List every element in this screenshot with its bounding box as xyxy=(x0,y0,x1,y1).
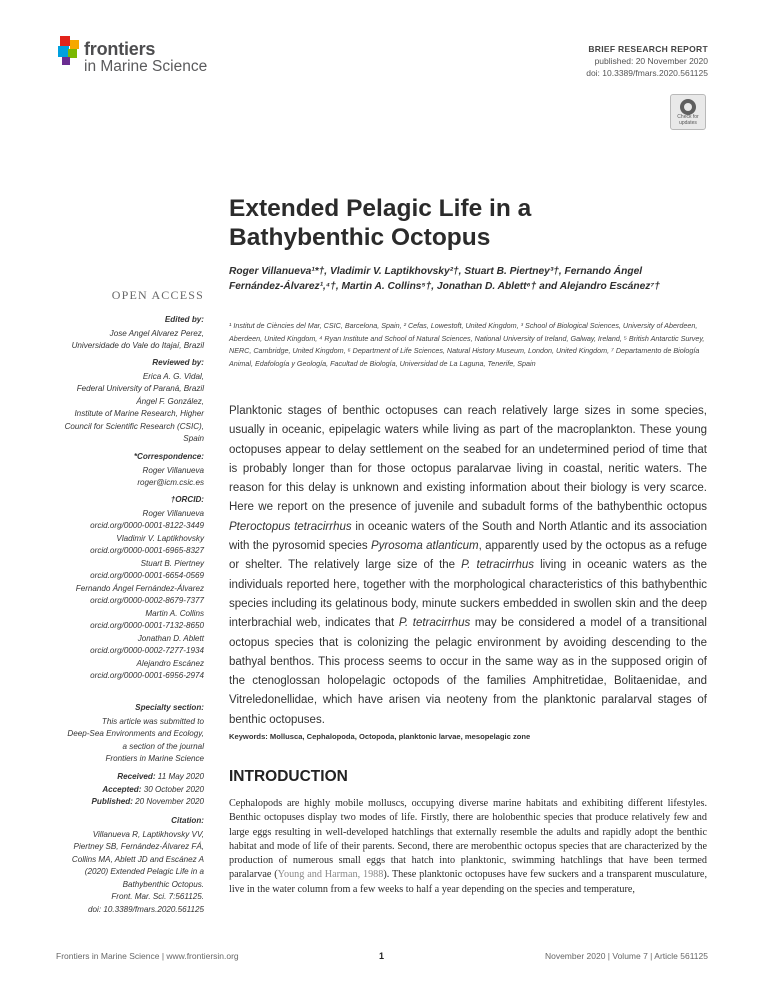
specialty-line: Frontiers in Marine Science xyxy=(105,754,204,763)
received-label: Received: xyxy=(117,772,156,781)
citation-line: Collins MA, Ablett JD and Escánez A xyxy=(71,854,204,864)
orcid-author: Roger Villanueva xyxy=(142,508,204,518)
keywords: Keywords: Mollusca, Cephalopoda, Octopoda, planktonic larvae, mesopelagic zone xyxy=(229,732,531,741)
accepted-label: Accepted: xyxy=(102,784,142,794)
abstract-text: living in oceanic waters as the individuals reported here, together with the morphological characteristics of this bathybenthic species including its gelatinous body, minute suckers embedded in swollen skin and the deep interbrachial web, indicates that xyxy=(229,559,708,630)
reviewer-line: Institute of Marine Research, Higher xyxy=(74,409,204,418)
orcid-author: Stuart B. Piertney xyxy=(140,558,204,568)
specialty-line: Deep-Sea Environments and Ecology, xyxy=(67,729,204,738)
article-title: Extended Pelagic Life in a Bathybenthic Octopus xyxy=(229,195,532,251)
update-check-icon xyxy=(680,99,696,115)
accepted-date xyxy=(34,784,204,797)
abstract-text: , apparently used by the octopus as a refuge or shelter. The relatively large size of the xyxy=(229,540,707,572)
published-label: Published: xyxy=(91,797,133,806)
section-heading-introduction: INTRODUCTION xyxy=(229,768,348,785)
reviewer-line: Federal University of Paraná, Brazil xyxy=(76,384,204,393)
citation-line: Villanueva R, Laptikhovsky VV, xyxy=(92,829,204,839)
editor-line: Universidade do Vale do Itajaí, Brazil xyxy=(71,341,204,350)
correspondence-heading: *Correspondence: xyxy=(133,452,204,461)
orcid-author: Vladimir V. Laptikhovsky xyxy=(116,533,204,543)
edited-by-block xyxy=(34,314,204,353)
correspondence-block xyxy=(34,451,204,490)
abstract xyxy=(229,402,707,730)
footer-journal-link[interactable]: Frontiers in Marine Science | www.frontiersin.org xyxy=(56,951,239,961)
editor-line: Jose Angel Alvarez Perez, xyxy=(109,328,204,338)
citation-line: Front. Mar. Sci. 7:561125. xyxy=(111,892,204,901)
reviewed-by-heading: Reviewed by: xyxy=(152,358,204,367)
species-name: Pteroctopus tetracirrhus xyxy=(229,520,352,533)
journal-brand-bottom: in Marine Science xyxy=(84,58,208,75)
footer-issue-info: November 2020 | Volume 7 | Article 561125 xyxy=(544,951,708,961)
reviewer-line: Spain xyxy=(183,434,204,443)
published-value: 20 November 2020 xyxy=(135,797,204,806)
abstract-text: in oceanic waters of the South and North Atlantic and its association with the pyrosomid species xyxy=(229,520,707,553)
species-name: P. tetracirrhus xyxy=(461,559,535,572)
affiliations: ¹ Institut de Ciències del Mar, CSIC, Barcelona, Spain, ² Cefas, Lowestoft, United Kingdom, ³ School of Biological Sciences, University of Aberdeen, Aberdeen, United Kingdom, ⁴ Ryan Institute and School of Natural Sciences, National University of Ireland, Galway, Ireland, ⁵ British Antarctic Survey, NERC, Cambridge, United Kingdom, ⁶ Department of Life Sciences, Natural History Museum, London, United Kingdom, ⁷ Departamento de Biología Animal, Edafología y Geología, Facultad de Biología, Universidad de La Laguna, Tenerife, Spain xyxy=(229,321,705,368)
orcid-link[interactable]: orcid.org/0000-0001-6956-2974 xyxy=(90,671,204,680)
open-access-label: OPEN ACCESS xyxy=(111,288,204,302)
orcid-author: Fernando Ángel Fernández-Álvarez xyxy=(75,583,204,593)
correspondence-name: Roger Villanueva xyxy=(142,465,204,475)
received-value: 11 May 2020 xyxy=(157,772,204,781)
introduction-text xyxy=(229,797,707,897)
reviewed-by-block xyxy=(34,357,204,446)
correspondence-email[interactable]: roger@icm.csic.es xyxy=(137,478,204,487)
orcid-link[interactable]: orcid.org/0000-0002-7277-1934 xyxy=(90,646,204,655)
orcid-link[interactable]: orcid.org/0000-0001-6654-0569 xyxy=(90,571,204,580)
abstract-text: may be considered a model of a transitional octopus species that is colonizing the pelagic environment by avoiding descending to the bathyal benthos. This process seems to occur in the same way as in the supposed origin of the ctenoglossan holopelagic octopods of the families Amphitretidae, Bolitaenidae, and Vitreledonellidae, which have arisen via neoteny from the planktonic paralarval stages of benthic octopuses. xyxy=(229,617,707,726)
orcid-author: Jonathan D. Ablett xyxy=(137,633,204,643)
specialty-line: This article was submitted to xyxy=(101,716,204,726)
citation-doi[interactable]: doi: 10.3389/fmars.2020.561125 xyxy=(88,904,204,914)
citation-line: Piertney SB, Fernández-Álvarez FÁ, xyxy=(73,842,204,851)
specialty-section-block xyxy=(34,702,204,766)
orcid-author: Martin A. Collins xyxy=(145,608,204,618)
orcid-link[interactable]: orcid.org/0000-0001-6965-8327 xyxy=(90,546,204,555)
page-number: 1 xyxy=(379,951,385,961)
intro-text: Cephalopods are highly mobile molluscs, occupying diverse marine habitats and exhibiting different lifestyles. Benthic octopuses display two modes of life. Firstly, there are holobenthic species that produce relatively few and large eggs resulting in well-developed hatchlings that externally resemble the adults and rapidly adopt the benthic habitat and mode of life of their parents. Second, there are merobenthic octopus species that are characterized by the production of numerous small eggs that hatch into planktonic, swimming hatchlings that have been termed paralarvae ( xyxy=(229,798,707,881)
check-for-updates-label: Check for updates xyxy=(677,114,699,126)
orcid-link[interactable]: orcid.org/0000-0001-7132-8650 xyxy=(90,621,204,630)
article-type: BRIEF RESEARCH REPORT xyxy=(588,44,708,54)
species-name: P. tetracirrhus xyxy=(398,617,471,630)
citation-line: (2020) Extended Pelagic Life in a xyxy=(84,867,204,876)
published-date: published: 20 November 2020 xyxy=(594,56,708,66)
citation-block xyxy=(34,815,204,916)
orcid-heading: †ORCID: xyxy=(170,495,204,504)
published-date-sidebar xyxy=(34,796,204,809)
orcid-block xyxy=(34,494,204,683)
accepted-value: 30 October 2020 xyxy=(143,784,204,794)
citation-link[interactable]: Young and Harman, 1988 xyxy=(277,869,384,881)
specialty-heading: Specialty section: xyxy=(135,703,204,712)
species-name: Pyrosoma atlanticum xyxy=(371,540,479,553)
orcid-author: Alejandro Escánez xyxy=(136,658,204,668)
reviewer-line: Erica A. G. Vidal, xyxy=(142,371,204,381)
specialty-line: a section of the journal xyxy=(122,741,204,751)
intro-text: ). These planktonic octopuses have few suckers and a transparent musculature, live in the water column from a few weeks to half a year depending on the species and temperature, xyxy=(229,869,707,895)
edited-by-heading: Edited by: xyxy=(164,315,204,324)
orcid-link[interactable]: orcid.org/0000-0002-8679-7377 xyxy=(90,596,204,605)
journal-brand-top: frontiers xyxy=(84,39,156,59)
abstract-text: Planktonic stages of benthic octopuses can reach relatively large sizes in some species, usually in oceanic, epipelagic waters while living as part of the macroplankton. These young octopuses appear to delay settlement on the seabed for an undetermined period of time that is probably longer than for those octopus paralarvae living in coastal, neritic waters. The reason for this delay is unknown and existing information about their biology is very scarce. Here we report on the presence of juvenile and subadult forms of the bathybenthic octopus xyxy=(229,405,707,514)
check-for-updates-badge[interactable] xyxy=(670,94,706,130)
citation-line: Bathybenthic Octopus. xyxy=(122,879,204,889)
reviewer-line: Council for Scientific Research (CSIC), xyxy=(64,421,204,431)
citation-heading: Citation: xyxy=(171,816,204,825)
reviewer-line: Ángel F. González, xyxy=(136,396,204,406)
orcid-link[interactable]: orcid.org/0000-0001-8122-3449 xyxy=(90,521,204,530)
dates-block xyxy=(34,771,204,809)
received-date xyxy=(34,771,204,784)
doi-link[interactable]: doi: 10.3389/fmars.2020.561125 xyxy=(586,68,708,78)
author-list: Roger Villanueva¹*†, Vladimir V. Laptikhovsky²†, Stuart B. Piertney³†, Fernando Ángel Fernández-Álvarez¹,⁴†, Martin A. Collins⁵†, Jonathan D. Ablett⁶† and Alejandro Escánez⁷† xyxy=(229,266,660,292)
